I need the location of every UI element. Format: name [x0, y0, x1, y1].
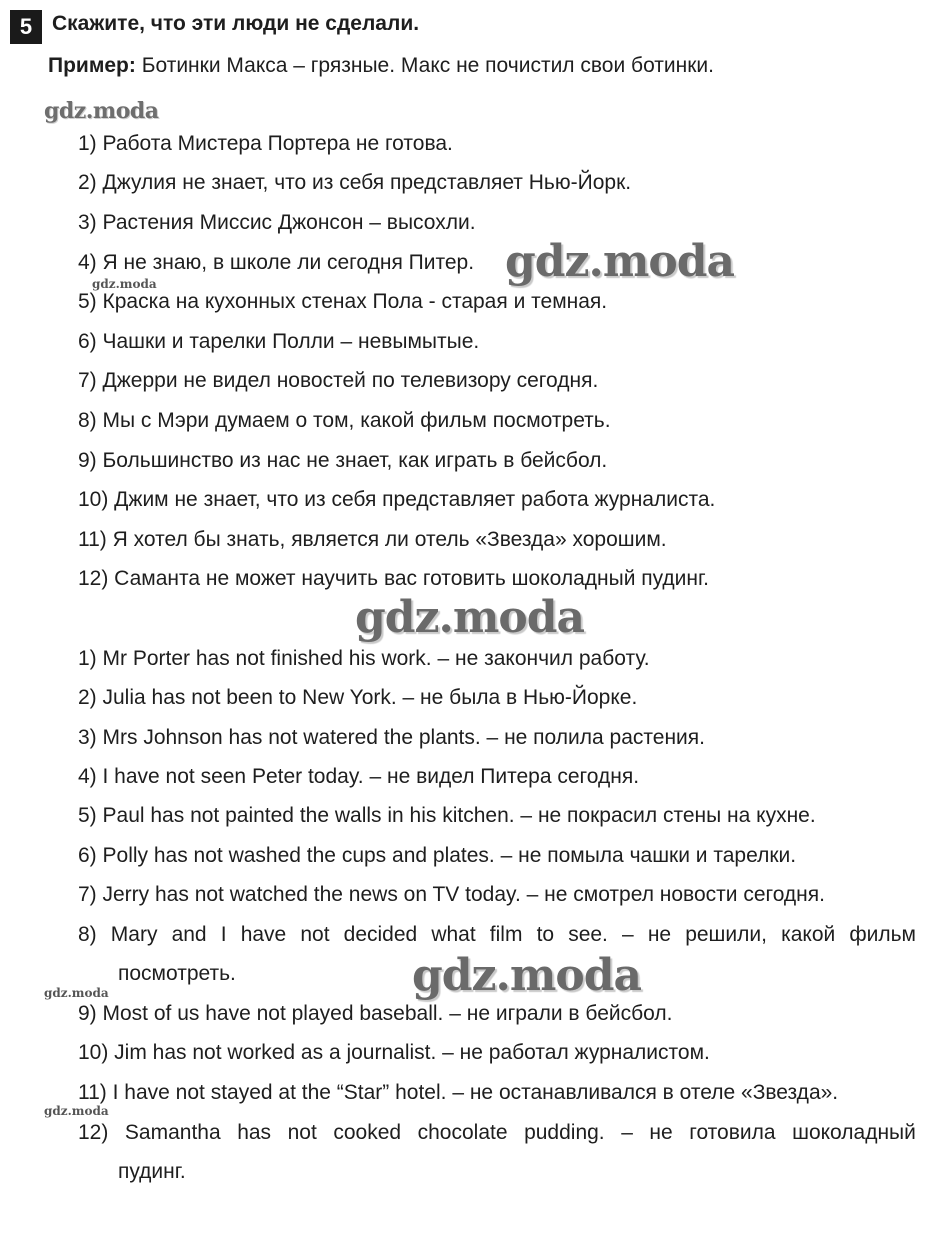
russian-item: 7) Джерри не видел новостей по телевизору сегодня. — [78, 369, 599, 392]
word: see. — [568, 923, 608, 946]
word: cooked — [333, 1121, 402, 1144]
answer-item: 11) I have not stayed at the “Star” hotel. – не останавливался в отеле «Звезда». — [78, 1081, 839, 1104]
answer-item-8-continuation: посмотреть. — [118, 962, 236, 985]
answer-item-8 — [78, 922, 916, 948]
word: has — [237, 1121, 272, 1144]
answer-item: 1) Mr Porter has not finished his work. – не закончил работу. — [78, 647, 650, 670]
word: решили, — [685, 923, 767, 946]
example-line — [48, 54, 714, 78]
russian-item: 1) Работа Мистера Портера не готова. — [78, 132, 453, 155]
answer-item: 5) Paul has not painted the walls in his kitchen. – не покрасил стены на кухне. — [78, 804, 816, 827]
word: фильм — [849, 923, 916, 946]
word: and — [171, 923, 207, 946]
russian-item: 10) Джим не знает, что из себя представляет работа журналиста. — [78, 488, 716, 511]
watermark: gdz.moda — [355, 592, 585, 643]
example-label: Пример: — [48, 54, 136, 77]
russian-item: 4) Я не знаю, в школе ли сегодня Питер. — [78, 251, 475, 274]
word: film — [489, 923, 523, 946]
russian-item: 6) Чашки и тарелки Полли – невымытые. — [78, 330, 480, 353]
russian-item: 9) Большинство из нас не знает, как играть в бейсбол. — [78, 449, 608, 472]
answer-item: 9) Most of us have not played baseball. – не играли в бейсбол. — [78, 1002, 673, 1025]
word: not — [300, 923, 330, 946]
word: – — [621, 1121, 633, 1144]
word: chocolate — [417, 1121, 508, 1144]
word: готовила — [689, 1121, 776, 1144]
answer-item: 7) Jerry has not watched the news on TV today. – не смотрел новости сегодня. — [78, 883, 825, 906]
word: not — [287, 1121, 317, 1144]
word: to — [536, 923, 555, 946]
answer-item: 4) I have not seen Peter today. – не видел Питера сегодня. — [78, 765, 640, 788]
watermark: gdz.moda — [412, 950, 642, 1001]
word: какой — [781, 923, 836, 946]
word: не — [647, 923, 672, 946]
russian-item: 8) Мы с Мэри думаем о том, какой фильм посмотреть. — [78, 409, 611, 432]
russian-item: 11) Я хотел бы знать, является ли отель «Звезда» хорошим. — [78, 528, 667, 551]
word: не — [649, 1121, 673, 1144]
answer-item: 3) Mrs Johnson has not watered the plants. – не полила растения. — [78, 726, 705, 749]
watermark: gdz.moda — [44, 1104, 109, 1118]
answer-item: 10) Jim has not worked as a journalist. – не работал журналистом. — [78, 1041, 710, 1064]
russian-item: 12) Саманта не может научить вас готовить шоколадный пудинг. — [78, 567, 709, 590]
word: pudding. — [524, 1121, 605, 1144]
answer-item: 6) Polly has not washed the cups and plates. – не помыла чашки и тарелки. — [78, 844, 797, 867]
watermark: gdz.moda — [92, 277, 157, 291]
watermark: gdz.moda — [505, 236, 735, 287]
watermark: gdz.moda — [44, 98, 159, 124]
task-number-badge: 5 — [10, 10, 42, 44]
russian-item: 3) Растения Миссис Джонсон – высохли. — [78, 211, 476, 234]
word: 8) — [78, 923, 97, 946]
word: Mary — [110, 923, 158, 946]
word: шоколадный — [792, 1121, 916, 1144]
answer-item-12-continuation: пудинг. — [118, 1160, 186, 1183]
watermark: gdz.moda — [44, 986, 109, 1000]
russian-item: 5) Краска на кухонных стенах Пола - старая и темная. — [78, 290, 608, 313]
example-text: Ботинки Макса – грязные. Макс не почистил свои ботинки. — [135, 54, 714, 77]
word: Samantha — [124, 1121, 221, 1144]
word: I — [220, 923, 227, 946]
word: decided — [343, 923, 418, 946]
word: – — [622, 923, 634, 946]
word: have — [240, 923, 287, 946]
russian-item: 2) Джулия не знает, что из себя представляет Нью-Йорк. — [78, 171, 632, 194]
word: 12) — [78, 1121, 109, 1144]
answer-item: 2) Julia has not been to New York. – не была в Нью-Йорке. — [78, 686, 638, 709]
word: what — [431, 923, 476, 946]
answer-item-12 — [78, 1120, 916, 1146]
task-title: Скажите, что эти люди не сделали. — [52, 12, 420, 35]
